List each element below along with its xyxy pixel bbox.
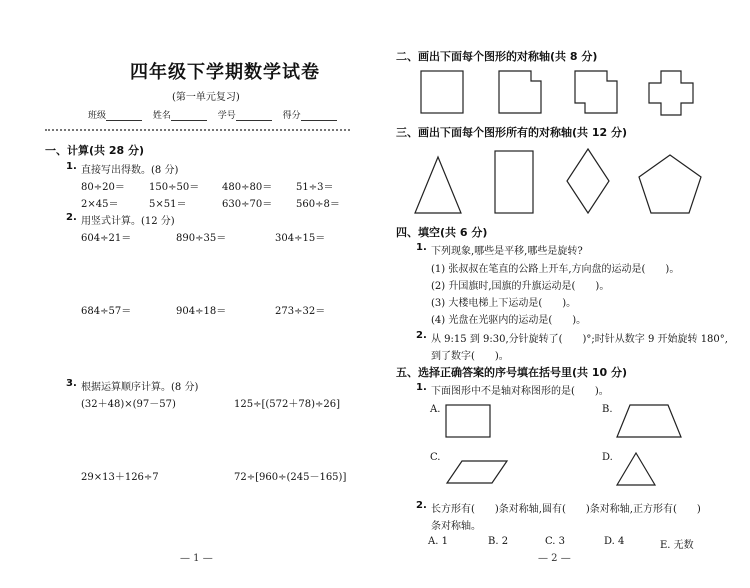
order-calc-3: 29×13＋126÷7	[81, 472, 159, 483]
fill-q1-item-3[interactable]: (3) 大楼电梯上下运动是( )。	[431, 298, 577, 309]
rectangle-figure[interactable]	[494, 150, 534, 214]
fill-q2-number: 2.	[416, 330, 427, 341]
order-calc-4: 72÷[960÷(245－165)]	[234, 472, 347, 483]
option-b-trapezoid[interactable]	[616, 404, 682, 438]
vertical-calc-6: 273÷32＝	[275, 306, 326, 317]
section-1-title: 一、计算(共 28 分)	[45, 144, 145, 157]
student-id-blank[interactable]	[236, 110, 272, 121]
square-figure[interactable]	[420, 70, 464, 114]
option-c-label[interactable]: C.	[430, 452, 441, 463]
choice-q1-number: 1.	[416, 382, 427, 393]
page-number-right: — 2 —	[538, 553, 571, 564]
notched-square-figure[interactable]	[498, 70, 542, 114]
exam-title: 四年级下学期数学试卷	[130, 62, 320, 83]
header-divider	[45, 129, 350, 131]
oral-calc-8: 560÷8＝	[296, 199, 340, 210]
q2-number: 2.	[66, 212, 77, 223]
fill-q1-item-2[interactable]: (2) 升国旗时,国旗的升旗运动是( )。	[431, 281, 610, 292]
student-info-row	[88, 108, 345, 121]
oral-calc-3: 480÷80＝	[222, 182, 273, 193]
student-id-label: 学号	[217, 111, 236, 121]
choice-q2-line-1[interactable]: 长方形有( )条对称轴,圆有( )条对称轴,正方形有( )	[431, 504, 701, 515]
vertical-calc-3: 304÷15＝	[275, 233, 326, 244]
fill-q1-item-1[interactable]: (1) 张叔叔在笔直的公路上开车,方向盘的运动是( )。	[431, 264, 680, 275]
choice-q2-option-b[interactable]: B. 2	[488, 536, 509, 547]
section-3-title: 三、画出下面每个图形所有的对称轴(共 12 分)	[396, 126, 628, 139]
option-c-parallelogram[interactable]	[446, 460, 508, 484]
oral-calc-1: 80÷20＝	[81, 182, 125, 193]
choice-q2-option-e[interactable]: E. 无数	[660, 540, 694, 551]
vertical-calc-5: 904÷18＝	[176, 306, 227, 317]
option-a-label[interactable]: A.	[430, 404, 441, 415]
choice-q2-option-a[interactable]: A. 1	[428, 536, 448, 547]
fill-q1-number: 1.	[416, 242, 427, 253]
rhombus-figure[interactable]	[566, 148, 610, 214]
page-number-left: — 1 —	[180, 553, 213, 564]
fill-q2-line-2[interactable]: 到了数字( )。	[431, 351, 509, 362]
order-calc-2: 125÷[(572＋78)÷26]	[234, 399, 340, 410]
cross-figure[interactable]	[648, 70, 694, 116]
choice-q2-line-2[interactable]: 条对称轴。	[431, 521, 481, 532]
choice-q1-text: 下面图形中不是轴对称图形的是( )。	[431, 386, 609, 397]
isosceles-triangle-figure[interactable]	[414, 156, 462, 214]
q1-number: 1.	[66, 161, 77, 172]
class-label: 班级	[88, 111, 107, 121]
oral-calc-5: 2×45＝	[81, 199, 119, 210]
choice-q2-number: 2.	[416, 500, 427, 511]
option-b-label[interactable]: B.	[602, 404, 613, 415]
q3-number: 3.	[66, 378, 77, 389]
q3-text: 根据运算顺序计算。(8 分)	[81, 382, 199, 393]
name-blank[interactable]	[171, 110, 207, 121]
option-a-rectangle[interactable]	[445, 404, 491, 438]
option-d-label[interactable]: D.	[602, 452, 613, 463]
score-label: 得分	[282, 111, 301, 121]
fill-q2-line-1[interactable]: 从 9:15 到 9:30,分针旋转了( )°;时针从数字 9 开始旋转 180°,	[431, 334, 728, 345]
fill-q1-text: 下列现象,哪些是平移,哪些是旋转?	[431, 246, 583, 257]
order-calc-1: (32＋48)×(97－57)	[81, 399, 176, 410]
oral-calc-6: 5×51＝	[149, 199, 187, 210]
oral-calc-4: 51÷3＝	[296, 182, 334, 193]
choice-q2-option-d[interactable]: D. 4	[604, 536, 625, 547]
section-2-title: 二、画出下面每个图形的对称轴(共 8 分)	[396, 50, 598, 63]
double-notched-figure[interactable]	[574, 70, 618, 114]
name-label: 姓名	[152, 111, 171, 121]
exam-subtitle: (第一单元复习)	[172, 92, 240, 103]
choice-q2-option-c[interactable]: C. 3	[545, 536, 566, 547]
section-5-title: 五、选择正确答案的序号填在括号里(共 10 分)	[396, 366, 628, 379]
vertical-calc-4: 684÷57＝	[81, 306, 132, 317]
section-4-title: 四、填空(共 6 分)	[396, 226, 488, 239]
vertical-calc-1: 604÷21＝	[81, 233, 132, 244]
oral-calc-2: 150÷50＝	[149, 182, 200, 193]
q2-text: 用竖式计算。(12 分)	[81, 216, 175, 227]
q1-text: 直接写出得数。(8 分)	[81, 165, 179, 176]
vertical-calc-2: 890÷35＝	[176, 233, 227, 244]
score-blank[interactable]	[301, 110, 337, 121]
pentagon-figure[interactable]	[638, 154, 702, 214]
fill-q1-item-4[interactable]: (4) 光盘在光驱内的运动是( )。	[431, 315, 587, 326]
oral-calc-7: 630÷70＝	[222, 199, 273, 210]
class-blank[interactable]	[106, 110, 142, 121]
option-d-triangle[interactable]	[616, 452, 656, 486]
